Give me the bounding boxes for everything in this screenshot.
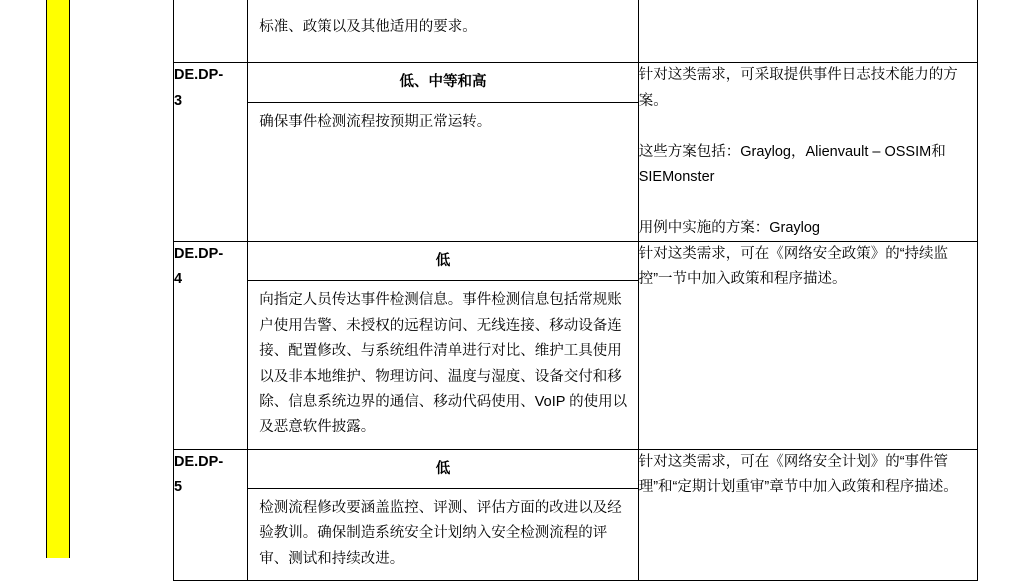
row-id-de-dp-4	[174, 242, 248, 450]
row-id-partial	[174, 0, 248, 63]
requirements-table	[173, 0, 978, 581]
row-id-de-dp-5	[174, 449, 248, 581]
table-row	[174, 63, 978, 242]
partial-middle-text: 标准、政策以及其他适用的要求。	[259, 18, 477, 35]
paragraph-spacer	[639, 190, 977, 215]
row-id-line1: DE.DP-	[174, 453, 224, 470]
solution-paragraph: 针对这类需求，可在《网络安全政策》的“持续监控”一节中加入政策和程序描述。	[638, 246, 949, 288]
solution-paragraph: 这些方案包括：Graylog，Alienvault – OSSIM和 SIEMonster	[638, 143, 946, 185]
yellow-margin-bar	[46, 0, 70, 558]
level-label: 低	[248, 450, 637, 489]
row-id-line1: DE.DP-	[174, 246, 224, 262]
row-id-de-dp-3	[174, 63, 248, 242]
row-right-de-dp-4	[638, 242, 977, 450]
row-id-line2: 3	[174, 92, 183, 109]
level-label: 低	[248, 242, 637, 281]
row-middle-de-dp-3	[248, 63, 638, 242]
solution-paragraph: 针对这类需求，可在《网络安全计划》的“事件管理”和“定期计划重审”章节中加入政策和程序描述。	[638, 453, 958, 495]
row-id-line2: 5	[174, 479, 183, 495]
requirement-text: 确保事件检测流程按预期正常运转。	[259, 113, 492, 130]
solution-paragraph: 针对这类需求，可采取提供事件日志技术能力的方案。	[638, 67, 958, 109]
row-id-line2: 4	[174, 271, 183, 288]
solution-paragraph: 用例中实施的方案：Graylog	[638, 219, 820, 236]
row-right-de-dp-3	[638, 63, 977, 242]
table-row	[174, 0, 978, 63]
row-middle-partial	[248, 0, 638, 63]
row-id-line1: DE.DP-	[174, 67, 224, 84]
row-middle-de-dp-4	[248, 242, 638, 450]
table-row	[174, 449, 978, 581]
row-middle-de-dp-5	[248, 449, 638, 581]
requirement-text: 向指定人员传达事件检测信息。事件检测信息包括常规账户使用告警、未授权的远程访问、无线连接、移动设备连接、配置修改、与系统组件清单进行对比、维护工具使用以及非本地维护、物理访问、温度与湿度、设备交付和移除、信息系统边界的通信、移动代码使用、VoIP 的使用以及恶意软件披露。	[259, 292, 628, 436]
table-row	[174, 242, 978, 450]
left-margin-area	[70, 0, 174, 558]
row-right-de-dp-5	[638, 449, 977, 581]
level-label: 低、中等和高	[248, 63, 637, 102]
requirement-text: 检测流程修改要涵盖监控、评测、评估方面的改进以及经验教训。确保制造系统安全计划纳入安全检测流程的评审、测试和持续改进。	[259, 500, 622, 567]
paragraph-spacer	[639, 114, 977, 139]
row-right-partial	[638, 0, 977, 63]
